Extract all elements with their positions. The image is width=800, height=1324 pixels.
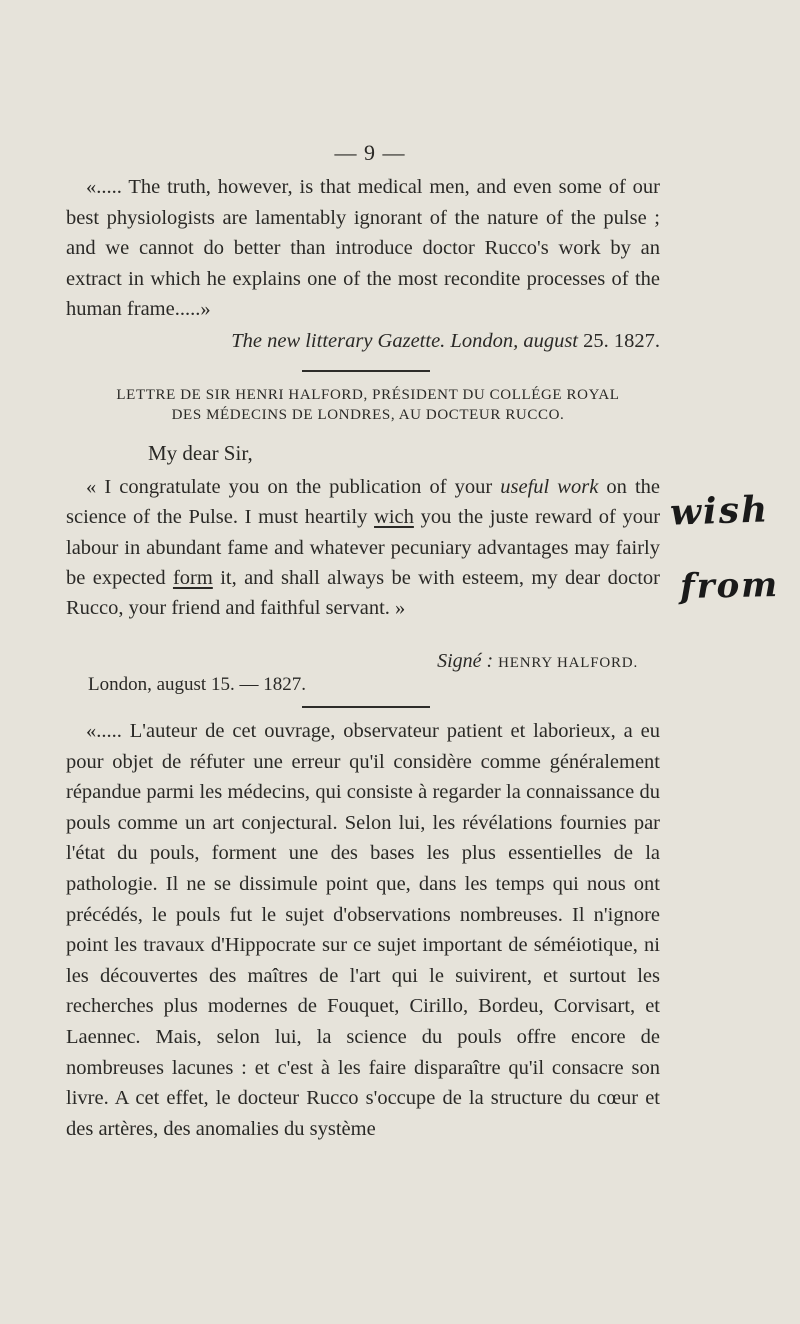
letter-body	[66, 472, 660, 623]
handwritten-correction: from	[679, 565, 780, 607]
page-number: — 9 —	[334, 140, 406, 165]
letter-text: you the juste reward of your labour in abundant fame and whatever pecuniary advantages may fairly be expected	[66, 506, 661, 589]
letter-heading-line-2: DES MÉDECINS DE LONDRES, AU DOCTEUR RUCCO.	[171, 407, 565, 423]
letter-paragraph	[66, 472, 660, 623]
signature-name: HENRY HALFORD.	[498, 655, 638, 671]
handwritten-correction: wish	[669, 488, 770, 534]
signature-label: Signé :	[437, 650, 494, 672]
french-review-text: «..... L'auteur de cet ouvrage, observateur patient et laborieux, a eu pour objet de réfuter une erreur qu'il considère comme généralement répandue parmi les médecins, qui consiste à regarder la connaissance du pouls comme un art conjectural. Selon lui, les révélations fournies par l'état du pouls, forment une des bases les plus essentielles de la pathologie. Il ne se dissimule point que, dans les temps qui nous ont précédés, le pouls fut le sujet d'observations nombreuses. Il n'ignore point les travaux d'Hippocrate sur ce sujet important de séméiotique, ni les découvertes des maîtres de l'art qui le suivirent, et surtout les recherches plus modernes de Fouquet, Cirillo, Bordeu, Corvisart, et Laennec. Mais, selon lui, la science du pouls offre encore de nombreuses lacunes : et c'est à les faire disparaître qu'il consacre son livre. A cet effet, le docteur Rucco s'occupe de la structure du cœur et des artères, des anomalies du système	[66, 720, 660, 1140]
letter-date: London, august 15. — 1827.	[88, 674, 306, 695]
french-review	[66, 716, 660, 1144]
letter-emphasis: useful work	[500, 476, 599, 498]
gazette-citation	[66, 326, 660, 356]
letter-heading-line-1: LETTRE DE SIR HENRI HALFORD, PRÉSIDENT DU COLLÉGE ROYAL	[116, 387, 620, 403]
underlined-word: form	[172, 566, 213, 589]
section-divider	[302, 370, 430, 372]
letter-text: « I congratulate you on the publication of your	[86, 476, 493, 498]
letter-text: on the science of the Pulse. I must heartily	[66, 476, 660, 529]
gazette-date: 25. 1827.	[583, 330, 660, 352]
letter-heading	[78, 385, 658, 425]
gazette-publication: The new litterary Gazette. London, august	[231, 330, 578, 352]
english-quote-text: «..... The truth, however, is that medical men, and even some of our best physiologists are lamentably ignorant of the nature of the pulse ; and we cannot do better than introduce doctor Rucco's work by an extract in which he explains one of the most recondite processes of the human frame.....»	[66, 176, 660, 320]
english-quote	[66, 172, 660, 325]
letter-salutation: My dear Sir,	[148, 441, 253, 465]
letter-text: it, and shall always be with esteem, my dear doctor Rucco, your friend and faithful servant. »	[66, 566, 660, 620]
underlined-word: wich	[374, 506, 414, 529]
section-divider	[302, 706, 430, 708]
